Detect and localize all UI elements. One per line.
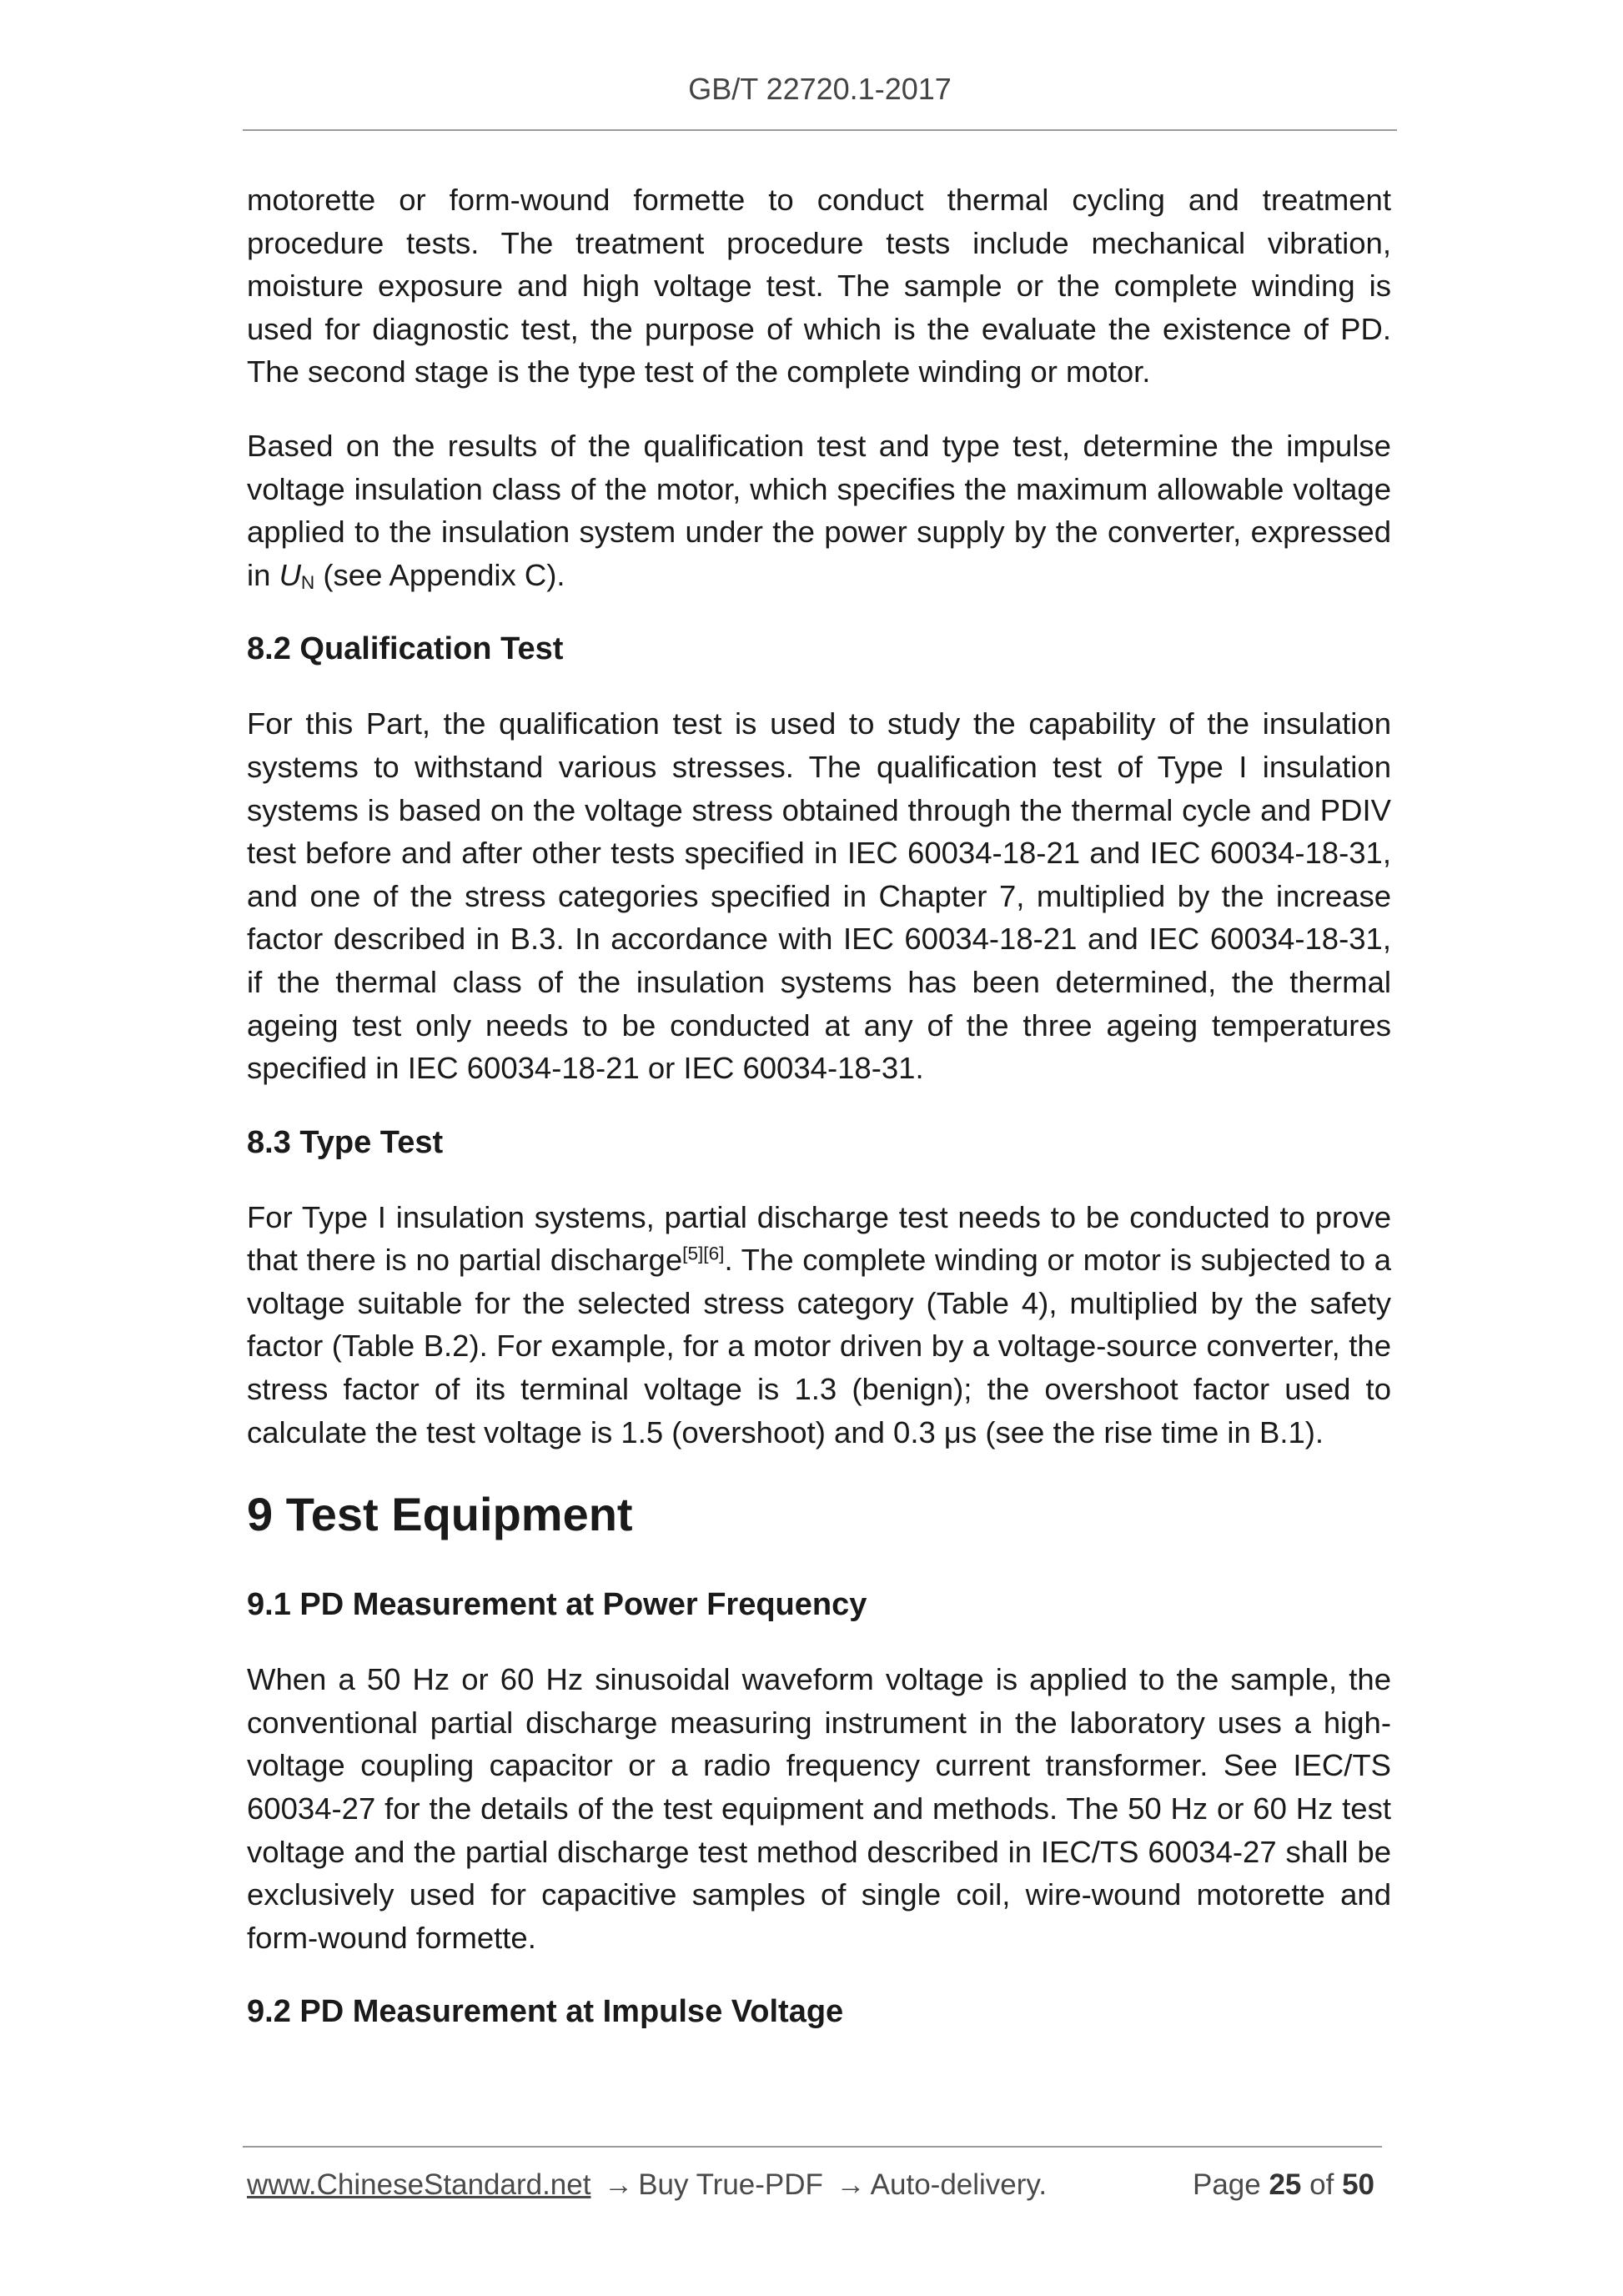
paragraph-type-test (247, 1196, 1391, 1454)
document-header-id: GB/T 22720.1-2017 (688, 72, 952, 106)
page-of: of (1309, 2168, 1334, 2201)
paragraph-text: . The complete winding or motor is subjected to a voltage suitable for the selected stress category (Table 4), multiplied by the safety factor (Table B.2). For example, for a motor driven by a voltage-source converter, the stress factor of its terminal voltage is 1.3 (benign); the overshoot factor used to calculate the test voltage is 1.5 (overshoot) and 0.3 μs (see the rise time in B.1). (247, 1243, 1392, 1449)
delivery-text: Auto-delivery. (870, 2168, 1048, 2201)
subscript-n: N (300, 571, 315, 593)
section-heading-8-3: 8.3 Type Test (247, 1124, 444, 1160)
page-label: Page (1192, 2168, 1261, 2201)
chapter-heading-9: 9 Test Equipment (247, 1488, 633, 1541)
page-total: 50 (1342, 2168, 1374, 2201)
arrow-right-icon: → (836, 2168, 866, 2201)
footer-divider (243, 2146, 1382, 2148)
paragraph-intro-continuation: motorette or form-wound formette to conduct thermal cycling and treatment procedure tests. The treatment procedure tests include mechanical vibration, moisture exposure and high voltage test. The sample or the complete winding is used for diagnostic test, the purpose of which is the evaluate the existence of PD. The second stage is the type test of the complete winding or motor. (247, 183, 1391, 389)
page-footer (247, 2168, 1381, 2210)
paragraph-qualification-test: For this Part, the qualification test is used to study the capability of the insulation systems to withstand various stresses. The qualification test of Type I insulation systems is based on the voltage stress obtained through the thermal cycle and PDIV test before and after other tests specified in IEC 60034-18-21 and IEC 60034-18-31, and one of the stress categories specified in Chapter 7, multiplied by the increase factor described in B.3. In accordance with IEC 60034-18-21 and IEC 60034-18-31, if the thermal class of the insulation systems has been determined, the thermal ageing test only needs to be conducted at any of the three ageing temperatures specified in IEC 60034-18-21 or IEC 60034-18-31. (247, 706, 1391, 1086)
reference-citation: [5][6] (682, 1243, 725, 1264)
buy-text: Buy True-PDF (638, 2168, 823, 2201)
document-body (247, 178, 1391, 2065)
footer-promo (247, 2168, 1047, 2202)
paragraph-impulse-class (247, 425, 1391, 596)
page-number (1193, 2168, 1374, 2202)
paragraph-text: Based on the results of the qualification test and type test, determine the impulse voltage insulation class of the motor, which specifies the maximum allowable voltage applied to the insulation system under the power supply by the converter, expressed in (247, 428, 1391, 592)
variable-u: U (279, 557, 301, 592)
header-divider (243, 129, 1397, 131)
site-link[interactable]: www.ChineseStandard.net (247, 2168, 591, 2201)
arrow-right-icon: → (604, 2168, 634, 2201)
paragraph-text: For Type I insulation systems, partial discharge test needs to be conducted to prove that there is no partial discharge (247, 1199, 1391, 1278)
page-current: 25 (1269, 2168, 1302, 2201)
section-heading-9-2: 9.2 PD Measurement at Impulse Voltage (247, 1994, 844, 2030)
paragraph-power-frequency: When a 50 Hz or 60 Hz sinusoidal waveform voltage is applied to the sample, the conventional partial discharge measuring instrument in the laboratory uses a high-voltage coupling capacitor or a radio frequency current transformer. See IEC/TS 60034-27 for the details of the test equipment and methods. The 50 Hz or 60 Hz test voltage and the partial discharge test method described in IEC/TS 60034-27 shall be exclusively used for capacitive samples of single coil, wire-wound motorette and form-wound formette. (247, 1662, 1391, 1955)
section-heading-8-2: 8.2 Qualification Test (247, 631, 564, 667)
section-heading-9-1: 9.1 PD Measurement at Power Frequency (247, 1587, 867, 1623)
paragraph-text: (see Appendix C). (314, 557, 565, 592)
